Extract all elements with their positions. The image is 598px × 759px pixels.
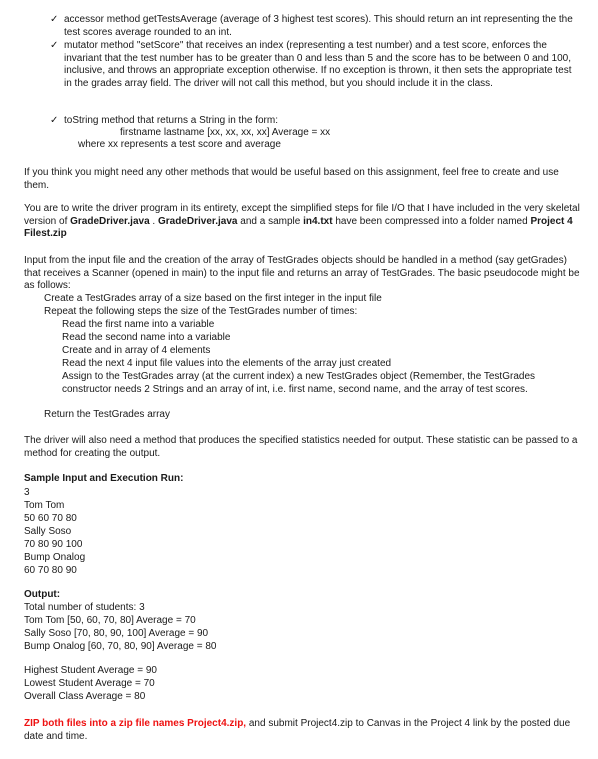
pseudo-step-2: Repeat the following steps the size of the TestGrades number of times:	[44, 306, 358, 317]
driver-text: have been compressed into a folder named	[332, 215, 531, 227]
sample-line: 3	[24, 487, 30, 498]
bullet-text: mutator method "setScore" that receives an index (representing a test number) and a test score, enforces the invariant that the test number has to be greater than 0 and less than 5 and the score has to be between 0 and 100, inclusive, and throws an appropriate exception otherwise. If no exception is thrown, it then sets the appropriate test in the grades array field. The driver will not call this method, but you should include it in the class.	[64, 40, 572, 89]
driver-text: You are to write the driver program in its entirety, except the simplified steps for file I/O that I have included in the very skeletal version of	[24, 203, 580, 227]
tostring-form: firstname lastname [xx, xx, xx, xx] Average = xx	[120, 127, 331, 138]
check-icon: ✓	[50, 40, 59, 51]
zip-instruction: ZIP both files into a zip file names Project4.zip,	[24, 718, 247, 729]
bullet-tostring	[50, 115, 574, 128]
sample-line: 50 60 70 80	[24, 513, 77, 524]
submit-instruction: and submit Project4.zip to Canvas in the Project 4 link by the posted due date and time.	[24, 718, 571, 742]
stat-line: Lowest Student Average = 70	[24, 678, 155, 689]
folder-name: Project 4 Filest.zip	[24, 215, 573, 240]
output-line: Tom Tom [50, 60, 70, 80] Average = 70	[24, 615, 196, 626]
output-heading: Output:	[24, 589, 61, 600]
pseudo-sub-step: Create and in array of 4 elements	[62, 345, 211, 356]
output-line: Total number of students: 3	[24, 602, 145, 613]
paragraph-input: Input from the input file and the creation of the array of TestGrades objects should be handled in a method (say getGrades) that receives a Scanner (opened in main) to the input file and returns an array of TestGrades. The basic pseudocode might be as follows:	[24, 255, 580, 292]
paragraph-other-methods: If you think you might need any other methods that would be useful based on this assignment, feel free to create and use them.	[24, 167, 559, 191]
file-name-in4: in4.txt	[303, 215, 333, 227]
sample-line: 60 70 80 90	[24, 565, 77, 576]
driver-text: .	[149, 215, 158, 227]
check-icon: ✓	[50, 115, 59, 126]
bullet-accessor	[50, 14, 574, 39]
paragraph-driver	[24, 203, 580, 241]
pseudo-sub-step: Assign to the TestGrades array (at the current index) a new TestGrades object (Remember, the TestGrades constructor needs 2 Strings and an array of int, i.e. first name, second name, and the array of test scores.	[62, 371, 536, 395]
driver-text: and a sample	[237, 215, 304, 227]
tostring-where: where xx represents a test score and average	[78, 139, 281, 150]
bullet-text: toString method that returns a String in the form:	[64, 115, 278, 126]
stat-line: Highest Student Average = 90	[24, 665, 157, 676]
bullet-mutator	[50, 40, 574, 90]
pseudo-step-1: Create a TestGrades array of a size based on the first integer in the input file	[44, 293, 382, 304]
pseudo-sub-step: Read the second name into a variable	[62, 332, 231, 343]
paragraph-submit	[24, 718, 580, 743]
pseudo-sub-step: Read the first name into a variable	[62, 319, 215, 330]
bullet-text: accessor method getTestsAverage (average of 3 highest test scores). This should return an int representing the the test scores average rounded to an int.	[64, 14, 573, 38]
file-name-grade-driver: GradeDriver.java	[70, 215, 150, 227]
sample-heading: Sample Input and Execution Run:	[24, 473, 184, 484]
paragraph-statistics: The driver will also need a method that produces the specified statistics needed for output. These statistic can be passed to a method for creating the output.	[24, 435, 578, 459]
sample-line: 70 80 90 100	[24, 539, 83, 550]
file-name-grade-driver: GradeDriver.java	[157, 215, 238, 227]
pseudo-sub-step: Read the next 4 input file values into the elements of the array just created	[62, 358, 392, 369]
output-line: Bump Onalog [60, 70, 80, 90] Average = 80	[24, 641, 217, 652]
pseudo-step-3: Return the TestGrades array	[44, 409, 170, 420]
sample-line: Tom Tom	[24, 500, 65, 511]
check-icon: ✓	[50, 14, 59, 25]
output-line: Sally Soso [70, 80, 90, 100] Average = 90	[24, 628, 209, 639]
sample-line: Sally Soso	[24, 526, 72, 537]
sample-line: Bump Onalog	[24, 552, 86, 563]
stat-line: Overall Class Average = 80	[24, 691, 146, 702]
